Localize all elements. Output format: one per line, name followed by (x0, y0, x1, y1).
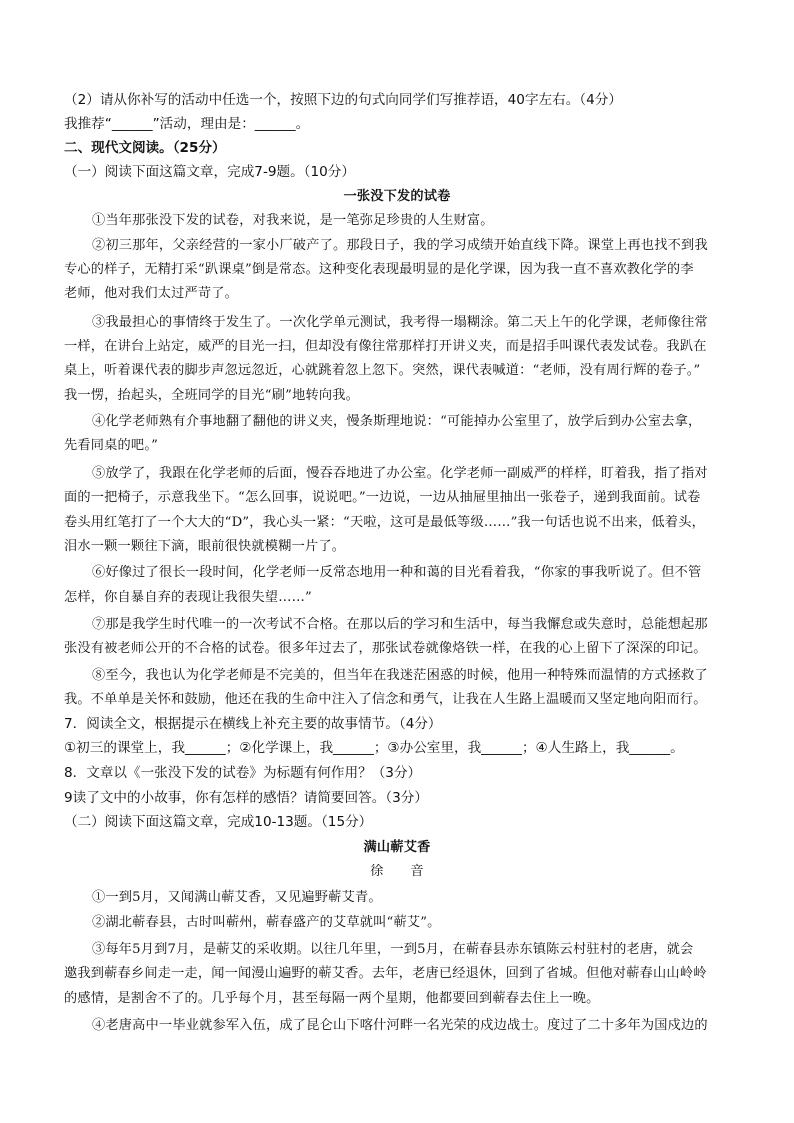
text-line: 怎样，你自暴自弃的表现让我很失望……” (64, 590, 312, 605)
text-line: 一张没下发的试卷 (343, 189, 451, 204)
text-line: 老师，他对我们太过严苛了。 (64, 286, 239, 301)
text-line: ⑤放学了，我跟在化学老师的后面，慢吞吞地进了办公室。化学老师一副威严的样样，盯着我，指了指对 (92, 466, 708, 481)
text-line: ④化学老师熟有介事地翻了翻他的讲义夹，慢条斯理地说：“可能掉办公室里了，放学后到办公室去拿， (92, 414, 702, 429)
text-line: ⑧至今，我也认为化学老师是不完美的，但当年在我迷茫困惑的时候，他用一种特殊而温情的方式拯救了 (92, 668, 708, 683)
text-line: （2）请从你补写的活动中任选一个，按照下边的句式向同学们写推荐语，40字左右。（4分） (64, 92, 622, 108)
text-line: ①当年那张没下发的试卷，对我来说，是一笔弥足珍贵的人生财富。 (92, 213, 494, 228)
text-line: （一）阅读下面这篇文章，完成7-9题。（10分） (64, 164, 355, 180)
text-line: ①初三的课堂上，我______；②化学课上，我______；③办公室里，我______；④人生路上，我______。 (64, 740, 684, 756)
text-line: 张没有被老师公开的不合格的试卷。很多年过去了，那张试卷就像烙铁一样，在我的心上留下了深深的印记。 (64, 641, 707, 656)
text-line: ③我最担心的事情终于发生了。一次化学单元测试，我考得一塌糊涂。第二天上午的化学课，老师像往常 (92, 315, 708, 330)
text-line: 先看同桌的吧。” (64, 438, 159, 453)
text-line: 我推荐“______”活动，理由是：______。 (64, 116, 310, 132)
text-line: 专心的样子，无精打采“趴课桌”倒是常态。这种变化表现最明显的是化学课，因为我一直不喜欢教化学的李 (64, 262, 694, 277)
text-line: ⑥好像过了很长一段时间，化学老师一反常态地用一种和蔼的目光看着我，“你家的事我听说了。但不管 (92, 565, 702, 580)
text-line: （二）阅读下面这篇文章，完成10-13题。（15分） (64, 814, 373, 830)
text-line: ③每年5月到7月，是蕲艾的采收期。以往几年里，一到5月，在蕲春县赤东镇陈云村驻村的老唐，就会 (92, 942, 694, 957)
text-line: ⑦那是我学生时代唯一的一次考试不合格。在那以后的学习和生活中，每当我懈怠或失意时，总能想起那 (92, 617, 708, 632)
text-line: ④老唐高中一毕业就参军入伍，成了昆仑山下喀什河畔一名光荣的戍边战士。度过了二十多年为国戍边的 (92, 1018, 708, 1033)
text-line: 二、现代文阅读。（25分） (64, 140, 226, 156)
text-line: 一样，在讲台上站定，威严的目光一扫，但却没有像往常那样打开讲义夹，而是招手叫课代表发试卷。我趴在 (64, 339, 707, 354)
text-line: ①一到5月，又闻满山蕲艾香，又见遍野蕲艾青。 (92, 890, 382, 905)
text-line: 卷头用红笔打了一个大大的“D”，我心头一紧：“天啦，这可是最低等级……”我一句话也说不出来，低着头， (64, 515, 705, 530)
text-line: 满山蕲艾香 (363, 840, 431, 855)
text-line: 的感情，是割舍不了的。几乎每个月，甚至每隔一两个星期，他都要回到蕲春去住上一晚。 (64, 991, 600, 1006)
text-line: 8．文章以《一张没下发的试卷》为标题有何作用？（3分） (64, 765, 422, 781)
text-line: ②初三那年，父亲经营的一家小厂破产了。那段日子，我的学习成绩开始直线下降。课堂上再也找不到我 (92, 238, 708, 253)
text-line: 9读了文中的小故事，你有怎样的感悟？请简要回答。（3分） (64, 790, 428, 806)
text-line: 我一愣，抬起头，全班同学的目光“刷”地转向我。 (64, 388, 360, 403)
text-line: 泪水一颗一颗往下滴，眼前很快就模糊一片了。 (64, 539, 346, 554)
text-line: 邀我到蕲春乡间走一走，闻一闻漫山遍野的蕲艾香。去年，老唐已经退休，回到了省城。但他对蕲春山山岭岭 (64, 966, 707, 981)
text-line: 徐 音 (370, 864, 424, 879)
text-line: 面的一把椅子，示意我坐下。“怎么回事，说说吧。”一边说，一边从抽屉里抽出一张卷子，递到我面前。试卷 (64, 490, 701, 505)
text-line: 我。不单单是关怀和鼓励，他还在我的生命中注入了信念和勇气，让我在人生路上温暖而又坚定地向阳而行。 (64, 692, 707, 707)
text-line: ②湖北蕲春县，古时叫蕲州，蕲春盛产的艾草就叫“蕲艾”。 (92, 915, 441, 930)
text-line: 7．阅读全文，根据提示在横线上补充主要的故事情节。（4分） (64, 716, 442, 732)
text-line: 桌上，听着课代表的脚步声忽远忽近，心就跳着忽上忽下。突然，课代表喊道：“老师，没有周行辉的卷子。” (64, 363, 701, 378)
